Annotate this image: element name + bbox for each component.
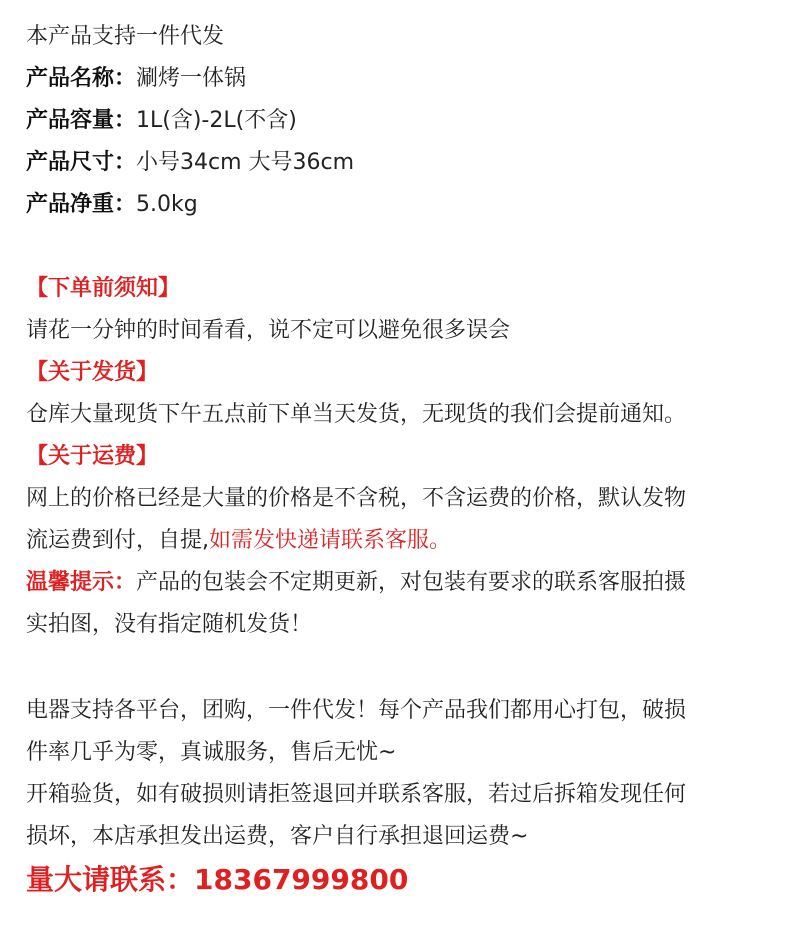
contact-phone: 18367999800 <box>194 863 409 896</box>
spec-weight <box>26 190 198 220</box>
promo-line4: 损坏，本店承担发出运费，客户自行承担退回运费~ <box>26 824 529 849</box>
contact-line <box>26 862 408 898</box>
notice-heading: 【下单前须知】 <box>26 276 181 301</box>
freight-text-line1: 网上的价格已经是大量的价格是不含税，不含运费的价格，默认发物 <box>26 486 687 511</box>
promo-line1: 电器支持各平台，团购，一件代发！每个产品我们都用心打包，破损 <box>26 698 687 723</box>
spec-name <box>26 64 246 94</box>
freight-text-line2 <box>26 526 451 556</box>
spec-label: 产品尺寸： <box>26 150 137 175</box>
freight-text: 流运费到付，自提, <box>26 528 209 553</box>
shipping-text: 仓库大量现货下午五点前下单当天发货，无现货的我们会提前通知。 <box>26 402 687 427</box>
spec-value: 小号34cm 大号36cm <box>136 150 355 175</box>
freight-contact-note: 如需发快递请联系客服。 <box>209 528 452 553</box>
notice-text: 请花一分钟的时间看看，说不定可以避免很多误会 <box>26 318 511 343</box>
tip-line1 <box>26 568 686 598</box>
spec-value: 1L(含)-2L(不含) <box>136 108 297 133</box>
spec-label: 产品净重： <box>26 192 137 217</box>
freight-heading: 【关于运费】 <box>26 444 159 469</box>
promo-line3: 开箱验货，如有破损则请拒签退回并联系客服，若过后拆箱发现任何 <box>26 782 687 807</box>
spec-value: 涮烤一体锅 <box>136 66 247 91</box>
spec-value: 5.0kg <box>136 192 198 217</box>
shipping-heading: 【关于发货】 <box>26 360 159 385</box>
spec-size <box>26 148 354 178</box>
spec-label: 产品名称： <box>26 66 137 91</box>
tip-label: 温馨提示： <box>26 570 137 595</box>
contact-label: 量大请联系： <box>26 863 195 896</box>
spec-capacity <box>26 106 297 136</box>
tip-text: 产品的包装会不定期更新，对包装有要求的联系客服拍摄 <box>136 570 687 595</box>
tip-line2: 实拍图，没有指定随机发货！ <box>26 612 313 637</box>
spec-label: 产品容量： <box>26 108 137 133</box>
intro-text: 本产品支持一件代发 <box>26 24 225 49</box>
promo-line2: 件率几乎为零，真诚服务，售后无忧~ <box>26 740 397 765</box>
